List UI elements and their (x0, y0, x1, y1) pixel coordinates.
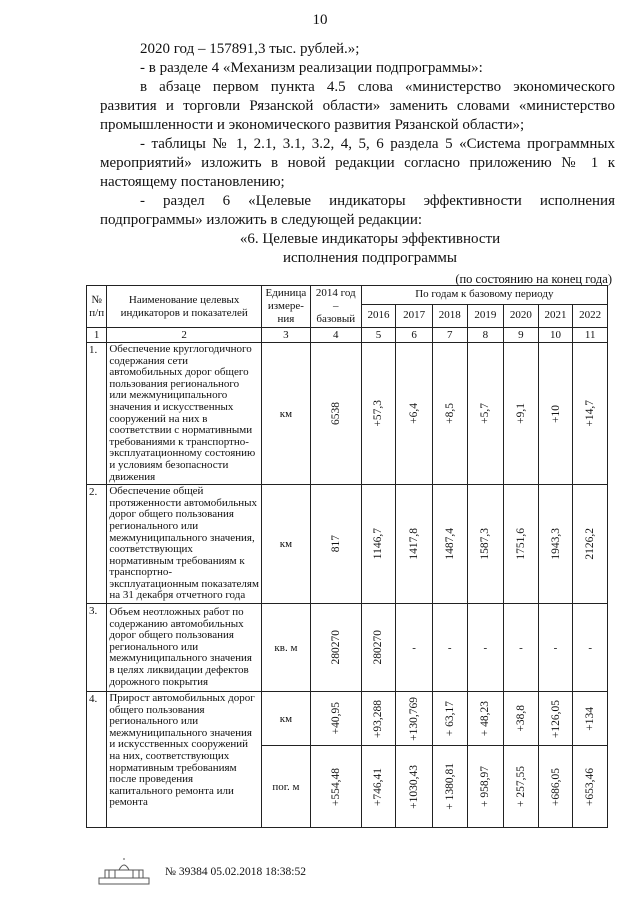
table-row (87, 343, 608, 485)
year-value: +38,8 (514, 705, 527, 732)
indicator-name: Обеспечение общей протяженности автомобильных дорог общего пользования регионального или межмуниципального значения, соответствующих нормативным требованиям к транспортно-эксплуатационным показателям на 31 декабря отчетного года (107, 485, 262, 604)
year-value: - (504, 604, 539, 692)
year-value: + 958,97 (479, 766, 492, 808)
year-value: +5,7 (479, 403, 492, 424)
header-by-years: По годам к базовому периоду (361, 286, 607, 305)
year-value: +14,7 (584, 400, 597, 427)
year-value: +10 (549, 404, 562, 423)
header-year: 2016 (361, 304, 396, 327)
row-num: 2. (87, 485, 107, 604)
status-note: (по состоянию на конец года) (455, 272, 612, 286)
base-value: +40,95 (329, 702, 342, 735)
header-unit: Единица измере-ния (262, 286, 311, 328)
paragraph-budget: 2020 год – 157891,3 тыс. рублей.»; (140, 41, 360, 57)
year-value: 1943,3 (549, 528, 562, 560)
col-number: 9 (504, 328, 539, 343)
year-value: +686,05 (549, 767, 562, 806)
year-value: +126,05 (549, 699, 562, 738)
row-num: 4. (87, 692, 107, 828)
indicators-table (86, 285, 608, 828)
indicator-name: Объем неотложных работ по содержанию автомобильных дорог общего пользования регионального или межмуниципального значения в целях ликвидации дефектов дорожного покрытия (107, 604, 262, 692)
year-value: - (396, 604, 433, 692)
year-value: + 48,23 (479, 700, 492, 737)
section-title-line2: исполнения подпрограммы (282, 250, 458, 266)
paragraph-section6: - раздел 6 «Целевые индикаторы эффективности исполнения подпрограммы» изложить в следующей редакции: (100, 193, 615, 228)
header-year: 2018 (432, 304, 467, 327)
year-value: +57,3 (372, 400, 385, 427)
col-number: 5 (361, 328, 396, 343)
col-number: 3 (262, 328, 311, 343)
col-number: 7 (432, 328, 467, 343)
unit-cell: км (262, 485, 311, 604)
government-building-icon (95, 858, 155, 888)
col-number: 4 (310, 328, 361, 343)
year-value: +8,5 (443, 403, 456, 424)
year-value: 1487,4 (443, 528, 456, 560)
base-value: 280270 (329, 630, 342, 665)
col-number: 2 (107, 328, 262, 343)
year-value: 1751,6 (514, 528, 527, 560)
base-value: +554,48 (329, 767, 342, 806)
col-number: 11 (573, 328, 608, 343)
year-value: + 1380,81 (443, 763, 456, 810)
year-value: - (467, 604, 504, 692)
year-value: 280270 (372, 630, 385, 665)
year-value: - (432, 604, 467, 692)
row-num: 3. (87, 604, 107, 692)
paragraph-amendment-4-5: в абзаце первом пункта 4.5 слова «министерство экономического развития и торговли Рязанской области» заменить словами «министерство промышленности и экономического развития Рязанской области»; (100, 79, 615, 133)
header-year: 2017 (396, 304, 433, 327)
paragraph-tables: - таблицы № 1, 2.1, 3.1, 3.2, 4, 5, 6 раздела 5 «Система программных мероприятий» изложить в новой редакции согласно приложению № 1 к настоящему постановлению; (100, 136, 615, 190)
year-value: + 63,17 (443, 700, 456, 737)
unit-cell: кв. м (262, 604, 311, 692)
year-value: +134 (584, 706, 597, 731)
year-value: +653,46 (584, 767, 597, 806)
paragraph-section4: - в разделе 4 «Механизм реализации подпрограммы»: (140, 60, 483, 76)
table-row (87, 604, 608, 692)
col-number: 10 (538, 328, 573, 343)
base-value: 6538 (329, 402, 342, 426)
page-number: 10 (312, 12, 328, 28)
header-year: 2022 (573, 304, 608, 327)
unit-cell: км (262, 692, 311, 746)
row-num: 1. (87, 343, 107, 485)
indicator-name: Обеспечение круглогодичного содержания сети автомобильных дорог общего пользования регионального или межмуниципального значения и искусственных сооружений на них в соответствии с нормативными требованиями к транспортно-эксплуатационному состоянию и условиям безопасности движения (107, 343, 262, 485)
year-value: +9,1 (514, 403, 527, 424)
table-row (87, 485, 608, 604)
registration-stamp: № 39384 05.02.2018 18:38:52 (165, 866, 306, 878)
unit-cell: км (262, 343, 311, 485)
section-title-line1: «6. Целевые индикаторы эффективности (239, 231, 501, 247)
base-value: 817 (329, 535, 342, 553)
year-value: 1417,8 (408, 528, 421, 560)
col-number: 6 (396, 328, 433, 343)
year-value: +1030,43 (408, 764, 421, 809)
year-value: - (573, 604, 608, 692)
header-year: 2021 (538, 304, 573, 327)
header-name: Наименование целевых индикаторов и показателей (107, 286, 262, 328)
col-number: 1 (87, 328, 107, 343)
table-row (87, 692, 608, 746)
header-year: 2020 (504, 304, 539, 327)
year-value: 1587,3 (479, 528, 492, 560)
year-value: +93,288 (372, 699, 385, 738)
footer (95, 858, 595, 888)
header-year: 2019 (467, 304, 504, 327)
year-value: +130,769 (408, 696, 421, 741)
year-value: +6,4 (408, 403, 421, 424)
year-value: +746,41 (372, 767, 385, 806)
indicator-name: Прирост автомобильных дорог общего пользования регионального или межмуниципального значения и искусственных сооружений на них, соответствующих нормативным требованиям после проведения капитального ремонта или ремонта (107, 692, 262, 828)
year-value: 1146,7 (372, 528, 385, 560)
column-numbers-row (87, 328, 608, 343)
year-value: + 257,55 (514, 766, 527, 808)
year-value: 2126,2 (584, 528, 597, 560)
header-base: 2014 год – базовый (310, 286, 361, 328)
col-number: 8 (467, 328, 504, 343)
header-num: № п/п (87, 286, 107, 328)
unit-cell: пог. м (262, 746, 311, 828)
year-value: - (538, 604, 573, 692)
